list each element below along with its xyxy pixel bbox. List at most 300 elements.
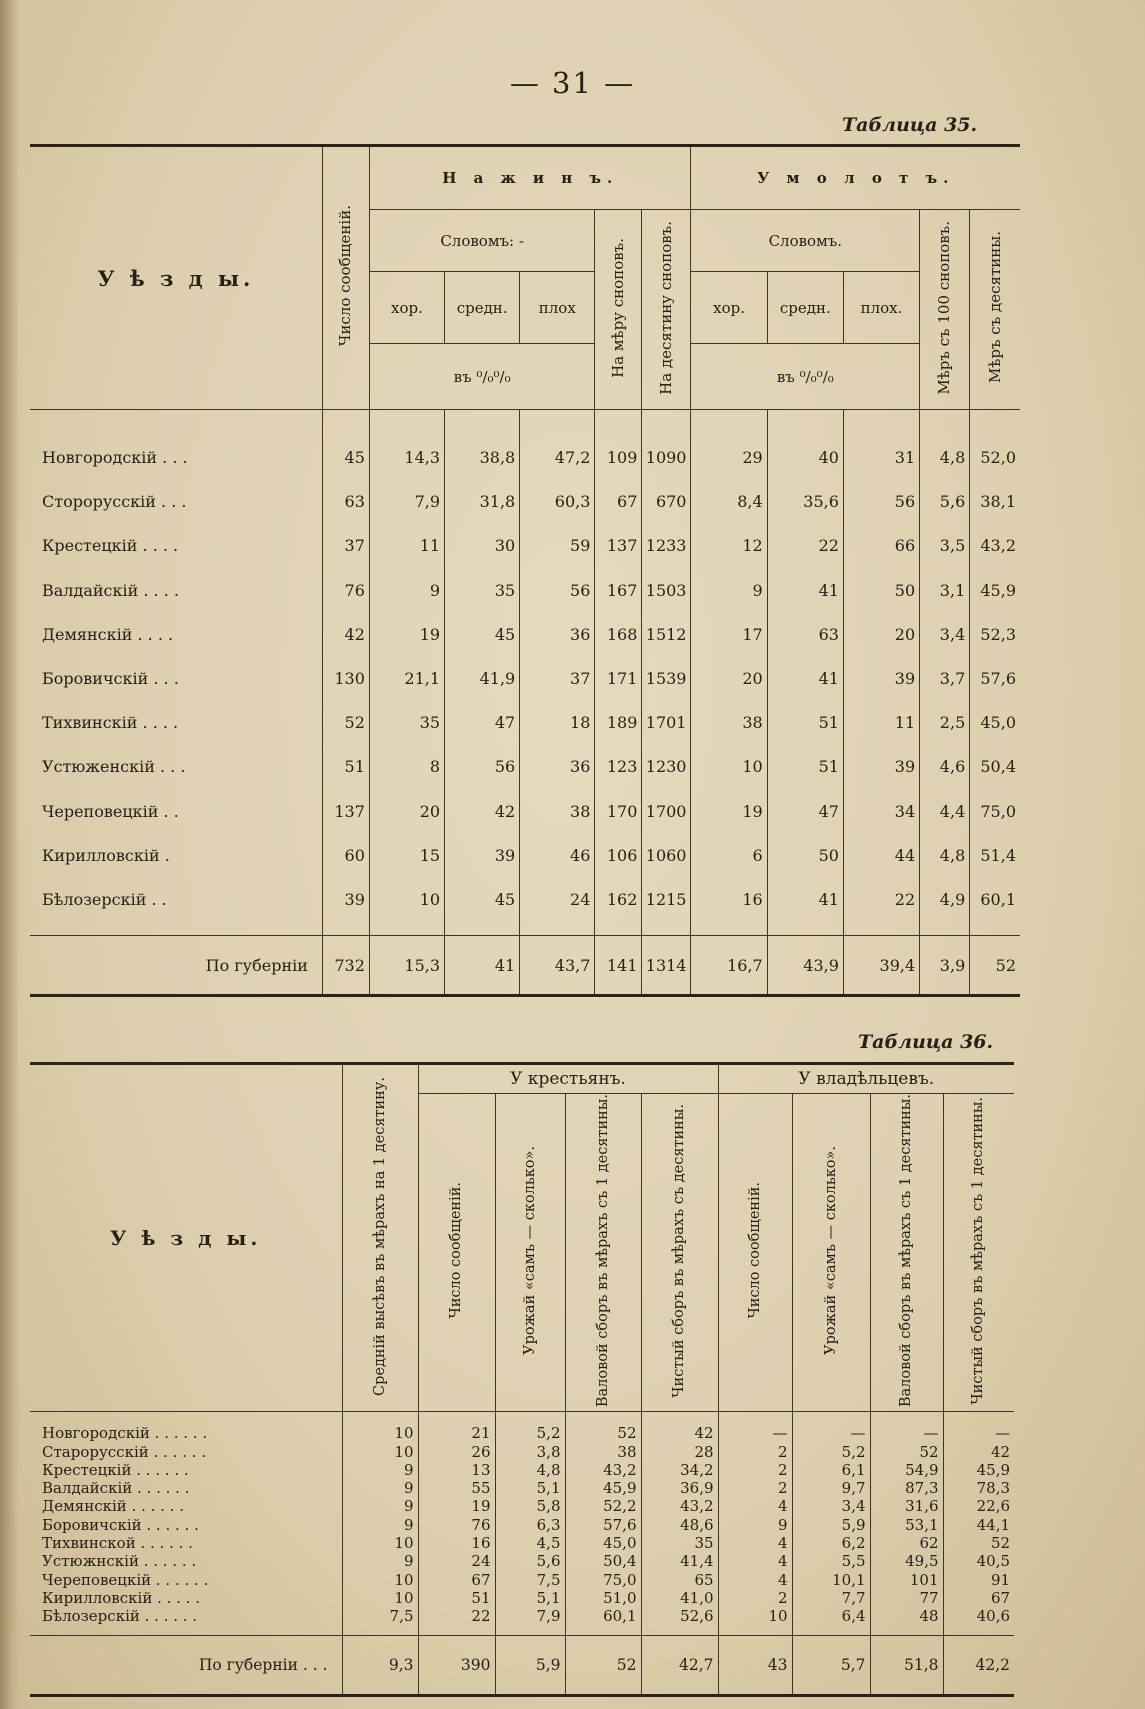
total-label: По губерніи . . . (30, 1635, 342, 1695)
data-cell: 39 (843, 656, 919, 700)
data-cell: 10 (342, 1571, 418, 1589)
data-cell: 43,7 (520, 936, 595, 996)
data-cell: 52,6 (641, 1607, 718, 1625)
data-cell: 60 (322, 833, 369, 877)
data-cell: 8 (369, 745, 444, 789)
header-chislo-k-text: Число сообщеній. (448, 1182, 465, 1319)
uezd-name: Боровичскій . . . (30, 656, 322, 700)
data-cell: 7,5 (495, 1571, 565, 1589)
data-cell: 10 (342, 1442, 418, 1460)
table-35 (30, 144, 1020, 997)
data-cell: 51,8 (870, 1635, 943, 1695)
table-row (30, 1589, 1014, 1607)
data-cell: 35 (445, 568, 520, 612)
data-cell: — (943, 1424, 1014, 1442)
data-cell: 40,6 (943, 1607, 1014, 1625)
data-cell: 45,9 (565, 1479, 641, 1497)
data-cell: 57,6 (970, 656, 1020, 700)
data-cell: 171 (595, 656, 642, 700)
data-cell: 51,0 (565, 1589, 641, 1607)
data-cell: 48,6 (641, 1516, 718, 1534)
data-cell: 31,8 (445, 480, 520, 524)
header-u-vladeltsev: У владѣльцевъ. (718, 1064, 1014, 1094)
uezd-name: Сторорусскій . . . (30, 480, 322, 524)
header-na-desyatinu-text: На десятину сноповъ. (656, 220, 675, 395)
uezd-name: Демянскій . . . . . . (30, 1497, 342, 1515)
header-count-text: Число сообщеній. (336, 205, 355, 347)
header-ploh-nazhin: плох (520, 272, 595, 344)
data-cell: 7,5 (342, 1607, 418, 1625)
data-cell: 20 (369, 789, 444, 833)
data-cell: 50 (843, 568, 919, 612)
data-cell: 40,5 (943, 1552, 1014, 1570)
table-row (30, 1461, 1014, 1479)
uezd-name: Старорусскій . . . . . . (30, 1442, 342, 1460)
data-cell: 24 (418, 1552, 495, 1570)
data-cell: 14,3 (369, 436, 444, 480)
uezd-name: Кирилловскій . (30, 833, 322, 877)
data-cell: 2 (718, 1589, 792, 1607)
data-cell: 16 (691, 877, 767, 921)
data-cell: 5,9 (495, 1635, 565, 1695)
data-cell: 9 (369, 568, 444, 612)
uezd-name: Тихвинской . . . . . . (30, 1534, 342, 1552)
data-cell: 62 (870, 1534, 943, 1552)
data-cell: 22 (843, 877, 919, 921)
header-chisty-k-text: Чистый сборъ въ мѣрахъ съ десятины. (671, 1103, 688, 1398)
data-cell: 30 (445, 524, 520, 568)
data-cell: 75,0 (970, 789, 1020, 833)
data-cell: 55 (418, 1479, 495, 1497)
header-pct-nazhin: въ ⁰/₀⁰/₀ (369, 344, 595, 410)
table-row (30, 568, 1020, 612)
data-cell: 43,9 (767, 936, 843, 996)
header-sredn-nazhin: средн. (445, 272, 520, 344)
data-cell: 42 (445, 789, 520, 833)
header-chislo-v-text: Число сообщеній. (746, 1182, 763, 1319)
data-cell: 60,3 (520, 480, 595, 524)
uezd-name: Крестецкій . . . . (30, 524, 322, 568)
data-cell: 1503 (642, 568, 691, 612)
data-cell: 10 (342, 1589, 418, 1607)
data-cell: 9 (342, 1461, 418, 1479)
data-cell: 9 (342, 1552, 418, 1570)
header-sredn-umolot: средн. (767, 272, 843, 344)
data-cell: 38 (565, 1442, 641, 1460)
header-urozhai-k-text: Урожай «самъ — сколько». (521, 1146, 538, 1356)
data-cell: 13 (418, 1461, 495, 1479)
data-cell: 1512 (642, 612, 691, 656)
data-cell: 67 (418, 1571, 495, 1589)
data-cell: 19 (369, 612, 444, 656)
data-cell: 21,1 (369, 656, 444, 700)
data-cell: 2 (718, 1461, 792, 1479)
data-cell: 9,7 (792, 1479, 870, 1497)
data-cell: 34,2 (641, 1461, 718, 1479)
data-cell: 44,1 (943, 1516, 1014, 1534)
table-row (30, 1534, 1014, 1552)
data-cell: 35 (641, 1534, 718, 1552)
data-cell: 20 (843, 612, 919, 656)
data-cell: 63 (322, 480, 369, 524)
uezd-name: Валдайскій . . . . (30, 568, 322, 612)
header-urozhai-v (792, 1094, 870, 1412)
data-cell: 50 (767, 833, 843, 877)
data-cell: 5,8 (495, 1497, 565, 1515)
data-cell: 21 (418, 1424, 495, 1442)
data-cell: 5,6 (920, 480, 970, 524)
data-cell: 106 (595, 833, 642, 877)
data-cell: 51 (322, 745, 369, 789)
data-cell: — (870, 1424, 943, 1442)
data-cell: 77 (870, 1589, 943, 1607)
header-uezdy: У ѣ з д ы. (30, 1064, 342, 1412)
data-cell: 19 (691, 789, 767, 833)
data-cell: 75,0 (565, 1571, 641, 1589)
data-cell: 38,8 (445, 436, 520, 480)
data-cell: 5,5 (792, 1552, 870, 1570)
data-cell: 4,8 (920, 833, 970, 877)
data-cell: 54,9 (870, 1461, 943, 1479)
data-cell: 4,8 (495, 1461, 565, 1479)
table-row (30, 1571, 1014, 1589)
data-cell: 9 (342, 1479, 418, 1497)
uezd-name: Устюженскій . . . (30, 745, 322, 789)
header-valovoi-k (565, 1094, 641, 1412)
data-cell: 65 (641, 1571, 718, 1589)
data-cell: 57,6 (565, 1516, 641, 1534)
data-cell: 67 (943, 1589, 1014, 1607)
table-35-label: Таблица 35. (842, 114, 978, 136)
data-cell: 10 (718, 1607, 792, 1625)
data-cell: 9,3 (342, 1635, 418, 1695)
data-cell: 1230 (642, 745, 691, 789)
table-row (30, 877, 1020, 921)
data-cell: 52,3 (970, 612, 1020, 656)
data-cell: 56 (445, 745, 520, 789)
header-uezdy: У ѣ з д ы. (30, 146, 322, 410)
table-row (30, 1516, 1014, 1534)
data-cell: 7,7 (792, 1589, 870, 1607)
data-cell: 9 (691, 568, 767, 612)
data-cell: 42 (322, 612, 369, 656)
uezd-name: Бѣлозерскій . . . . . . (30, 1607, 342, 1625)
data-cell: 4,6 (920, 745, 970, 789)
table-36 (30, 1062, 1014, 1697)
uezd-name: Устюжнскій . . . . . . (30, 1552, 342, 1570)
header-umolot: У м о л о т ъ. (691, 146, 1020, 210)
data-cell: 78,3 (943, 1479, 1014, 1497)
uezd-name: Валдайскій . . . . . . (30, 1479, 342, 1497)
data-cell: 162 (595, 877, 642, 921)
data-cell: 66 (843, 524, 919, 568)
data-cell: 52 (970, 936, 1020, 996)
header-pct-umolot: въ ⁰/₀⁰/₀ (691, 344, 920, 410)
data-cell: 10 (691, 745, 767, 789)
data-cell: 167 (595, 568, 642, 612)
header-chislo-k (418, 1094, 495, 1412)
uezd-name: Крестецкій . . . . . . (30, 1461, 342, 1479)
data-cell: 5,2 (792, 1442, 870, 1460)
data-cell: 38 (691, 701, 767, 745)
data-cell: 46 (520, 833, 595, 877)
data-cell: 5,9 (792, 1516, 870, 1534)
data-cell: 9 (342, 1497, 418, 1515)
header-u-krestyan: У крестьянъ. (418, 1064, 718, 1094)
data-cell: 31,6 (870, 1497, 943, 1515)
data-cell: 4,8 (920, 436, 970, 480)
data-cell: 38,1 (970, 480, 1020, 524)
data-cell: 52 (322, 701, 369, 745)
data-cell: 91 (943, 1571, 1014, 1589)
data-cell: 60,1 (970, 877, 1020, 921)
data-cell: 50,4 (970, 745, 1020, 789)
header-urozhai-k (495, 1094, 565, 1412)
header-mer-des-text: Мѣръ съ десятины. (985, 231, 1004, 384)
header-mer-des (970, 210, 1020, 410)
table-36-label: Таблица 36. (858, 1031, 994, 1053)
data-cell: 20 (691, 656, 767, 700)
table-row (30, 612, 1020, 656)
data-cell: 1700 (642, 789, 691, 833)
uezd-name: Боровичскій . . . . . . (30, 1516, 342, 1534)
data-cell: 1233 (642, 524, 691, 568)
data-cell: 39 (445, 833, 520, 877)
uezd-name: Бѣлозерскій . . (30, 877, 322, 921)
data-cell: 5,7 (792, 1635, 870, 1695)
data-cell: 137 (322, 789, 369, 833)
header-hor-umolot: хор. (691, 272, 767, 344)
data-cell: 2 (718, 1442, 792, 1460)
data-cell: 36 (520, 612, 595, 656)
header-nazhin: Н а ж и н ъ. (369, 146, 691, 210)
data-cell: 28 (641, 1442, 718, 1460)
data-cell: 39 (843, 745, 919, 789)
table-row (30, 524, 1020, 568)
header-urozhai-v-text: Урожай «самъ — сколько». (822, 1146, 839, 1356)
uezd-name: Череповецкій . . (30, 789, 322, 833)
data-cell: 47 (445, 701, 520, 745)
data-cell: 5,6 (495, 1552, 565, 1570)
data-cell: 170 (595, 789, 642, 833)
data-cell: 76 (322, 568, 369, 612)
data-cell: 390 (418, 1635, 495, 1695)
data-cell: 3,7 (920, 656, 970, 700)
data-cell: 101 (870, 1571, 943, 1589)
data-cell: 2,5 (920, 701, 970, 745)
uezd-name: Демянскій . . . . (30, 612, 322, 656)
data-cell: 63 (767, 612, 843, 656)
table-row (30, 745, 1020, 789)
table-row (30, 1479, 1014, 1497)
data-cell: 10 (342, 1534, 418, 1552)
table-row (30, 701, 1020, 745)
data-cell: 52 (943, 1534, 1014, 1552)
data-cell: 41 (767, 568, 843, 612)
data-cell: 17 (691, 612, 767, 656)
table-row (30, 656, 1020, 700)
table-row (30, 1442, 1014, 1460)
data-cell: 5,1 (495, 1589, 565, 1607)
data-cell: 189 (595, 701, 642, 745)
data-cell: 22 (767, 524, 843, 568)
data-cell: 7,9 (495, 1607, 565, 1625)
table-row (30, 833, 1020, 877)
data-cell: 34 (843, 789, 919, 833)
header-ploh-umolot: плох. (843, 272, 919, 344)
page-spine-shadow (0, 0, 20, 1709)
header-valovoi-v-text: Валовой сборъ въ мѣрахъ съ 1 десятины. (898, 1094, 915, 1408)
data-cell: 4,5 (495, 1534, 565, 1552)
data-cell: 9 (342, 1516, 418, 1534)
data-cell: 16,7 (691, 936, 767, 996)
data-cell: 37 (520, 656, 595, 700)
data-cell: 5,2 (495, 1424, 565, 1442)
data-cell: 137 (595, 524, 642, 568)
header-valovoi-k-text: Валовой сборъ въ мѣрахъ съ 1 десятины. (594, 1094, 611, 1408)
data-cell: 15 (369, 833, 444, 877)
data-cell: 24 (520, 877, 595, 921)
total-row (30, 936, 1020, 996)
data-cell: 1701 (642, 701, 691, 745)
header-mer-100 (920, 210, 970, 410)
header-chislo-v (718, 1094, 792, 1412)
data-cell: 37 (322, 524, 369, 568)
header-na-desyatinu (642, 210, 691, 410)
data-cell: 87,3 (870, 1479, 943, 1497)
header-valovoi-v (870, 1094, 943, 1412)
data-cell: 4,4 (920, 789, 970, 833)
total-label: По губерніи (30, 936, 322, 996)
data-cell: 10 (369, 877, 444, 921)
data-cell: 2 (718, 1479, 792, 1497)
data-cell: 3,1 (920, 568, 970, 612)
data-cell: 51 (767, 745, 843, 789)
data-cell: 40 (767, 436, 843, 480)
total-row (30, 1635, 1014, 1695)
data-cell: 51 (767, 701, 843, 745)
data-cell: 22,6 (943, 1497, 1014, 1515)
data-cell: 38 (520, 789, 595, 833)
data-cell: 6,1 (792, 1461, 870, 1479)
data-cell: 168 (595, 612, 642, 656)
data-cell: 52,0 (970, 436, 1020, 480)
data-cell: 52 (565, 1635, 641, 1695)
data-cell: 3,9 (920, 936, 970, 996)
data-cell: 15,3 (369, 936, 444, 996)
data-cell: 49,5 (870, 1552, 943, 1570)
data-cell: 47,2 (520, 436, 595, 480)
data-cell: 1060 (642, 833, 691, 877)
data-cell: 4 (718, 1534, 792, 1552)
data-cell: 732 (322, 936, 369, 996)
data-cell: 41,0 (641, 1589, 718, 1607)
data-cell: 42,2 (943, 1635, 1014, 1695)
data-cell: 10 (342, 1424, 418, 1442)
data-cell: 3,5 (920, 524, 970, 568)
data-cell: 6,2 (792, 1534, 870, 1552)
data-cell: 53,1 (870, 1516, 943, 1534)
header-slovom-umolot: Словомъ. (691, 210, 920, 272)
table-row (30, 1424, 1014, 1442)
data-cell: 1314 (642, 936, 691, 996)
data-cell: 5,1 (495, 1479, 565, 1497)
table-row (30, 480, 1020, 524)
data-cell: 39 (322, 877, 369, 921)
data-cell: 51 (418, 1589, 495, 1607)
data-cell: 6,3 (495, 1516, 565, 1534)
data-cell: 109 (595, 436, 642, 480)
data-cell: 43 (718, 1635, 792, 1695)
data-cell: 4 (718, 1552, 792, 1570)
data-cell: 3,4 (792, 1497, 870, 1515)
data-cell: 45 (445, 877, 520, 921)
data-cell: 43,2 (641, 1497, 718, 1515)
data-cell: 45 (322, 436, 369, 480)
data-cell: 41 (767, 656, 843, 700)
data-cell: — (718, 1424, 792, 1442)
data-cell: 3,8 (495, 1442, 565, 1460)
header-chisty-v-text: Чистый сборъ въ мѣрахъ съ 1 десятины. (970, 1096, 987, 1405)
data-cell: 44 (843, 833, 919, 877)
data-cell: 56 (843, 480, 919, 524)
data-cell: 7,9 (369, 480, 444, 524)
uezd-name: Кирилловскій . . . . . (30, 1589, 342, 1607)
uezd-name: Новгородскій . . . . . . (30, 1424, 342, 1442)
data-cell: 39,4 (843, 936, 919, 996)
data-cell: 41 (767, 877, 843, 921)
data-cell: 42 (641, 1424, 718, 1442)
table-row (30, 1607, 1014, 1625)
data-cell: 26 (418, 1442, 495, 1460)
data-cell: 48 (870, 1607, 943, 1625)
uezd-name: Тихвинскій . . . . (30, 701, 322, 745)
data-cell: 123 (595, 745, 642, 789)
data-cell: 52 (870, 1442, 943, 1460)
data-cell: 42 (943, 1442, 1014, 1460)
table-row (30, 789, 1020, 833)
data-cell: 12 (691, 524, 767, 568)
header-na-meru-text: На мѣру сноповъ. (608, 237, 627, 378)
data-cell: 36,9 (641, 1479, 718, 1497)
table-row (30, 436, 1020, 480)
header-chisty-k (641, 1094, 718, 1412)
data-cell: 6,4 (792, 1607, 870, 1625)
data-cell: 1215 (642, 877, 691, 921)
data-cell: 16 (418, 1534, 495, 1552)
data-cell: 41 (445, 936, 520, 996)
data-cell: 31 (843, 436, 919, 480)
header-mer-100-text: Мѣръ съ 100 сноповъ. (935, 220, 954, 395)
data-cell: 36 (520, 745, 595, 789)
data-cell: 52 (565, 1424, 641, 1442)
data-cell: 11 (369, 524, 444, 568)
header-na-meru (595, 210, 642, 410)
header-chisty-v (943, 1094, 1014, 1412)
data-cell: 76 (418, 1516, 495, 1534)
data-cell: 45,0 (565, 1534, 641, 1552)
data-cell: 8,4 (691, 480, 767, 524)
data-cell: 45,9 (943, 1461, 1014, 1479)
data-cell: 56 (520, 568, 595, 612)
data-cell: 22 (418, 1607, 495, 1625)
data-cell: 1539 (642, 656, 691, 700)
data-cell: 41,4 (641, 1552, 718, 1570)
data-cell: 3,4 (920, 612, 970, 656)
data-cell: 45 (445, 612, 520, 656)
data-cell: 18 (520, 701, 595, 745)
table-row (30, 1552, 1014, 1570)
